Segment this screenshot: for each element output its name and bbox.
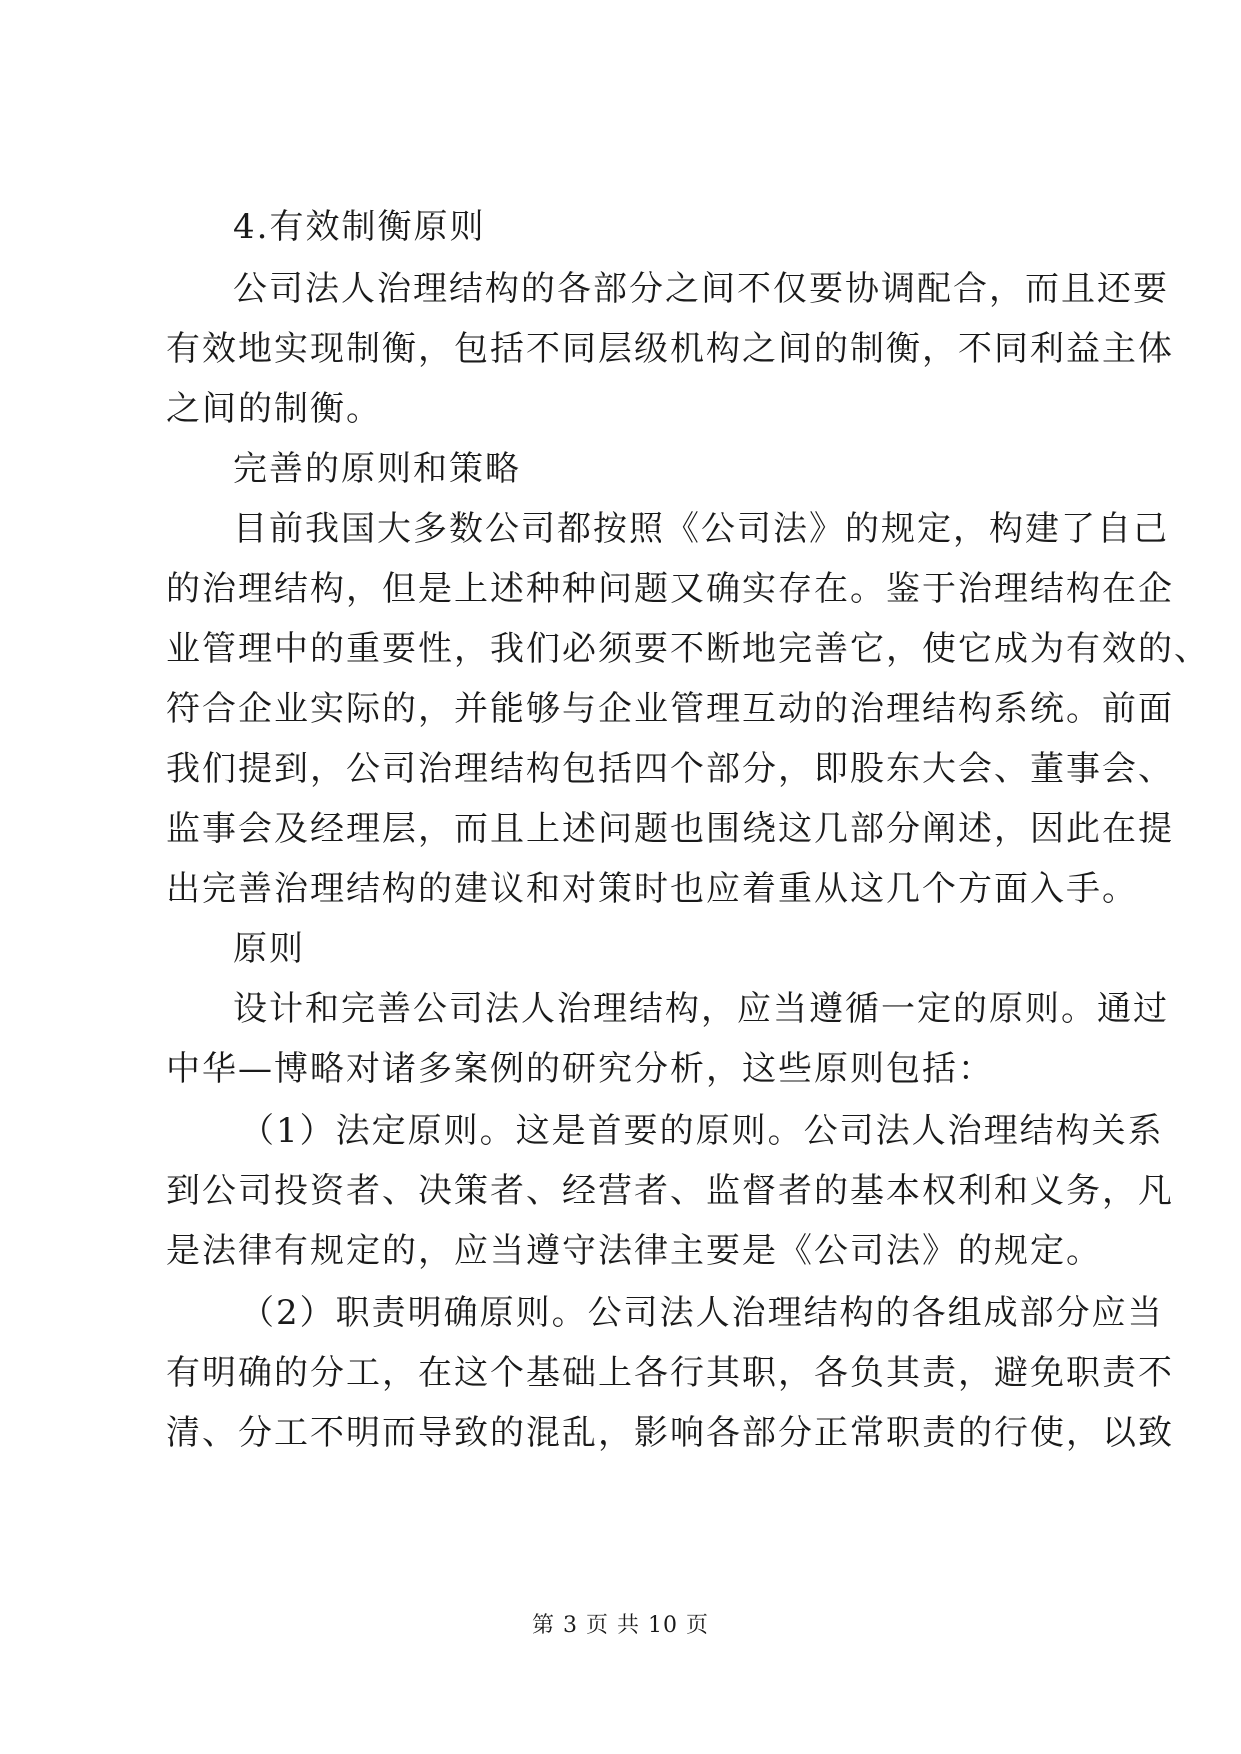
paragraph-line: 目前我国大多数公司都按照《公司法》的规定，构建了自己 [233,509,1169,549]
paragraph-line: 业管理中的重要性，我们必须要不断地完善它，使它成为有效的、 [166,629,1210,669]
paragraph-line: 设计和完善公司法人治理结构，应当遵循一定的原则。通过 [233,989,1169,1029]
list-item-line: （1）法定原则。这是首要的原则。公司法人治理结构关系 [240,1111,1164,1151]
paragraph-line: 之间的制衡。 [166,389,382,429]
list-item-line: 到公司投资者、决策者、经营者、监督者的基本权利和义务，凡 [166,1171,1174,1211]
paragraph-line: 监事会及经理层，而且上述问题也围绕这几部分阐述，因此在提 [166,809,1174,849]
list-item-line: 清、分工不明而导致的混乱，影响各部分正常职责的行使，以致 [166,1413,1174,1453]
paragraph-line: 有效地实现制衡，包括不同层级机构之间的制衡，不同利益主体 [166,329,1174,369]
paragraph-line: 我们提到，公司治理结构包括四个部分，即股东大会、董事会、 [166,749,1174,789]
section-heading: 完善的原则和策略 [233,449,521,489]
section-heading: 4.有效制衡原则 [233,207,486,247]
list-item-line: 有明确的分工，在这个基础上各行其职，各负其责，避免职责不 [166,1353,1174,1393]
paragraph-line: 公司法人治理结构的各部分之间不仅要协调配合，而且还要 [233,269,1169,309]
list-item-line: 是法律有规定的，应当遵守法律主要是《公司法》的规定。 [166,1231,1102,1271]
page-number-footer: 第 3 页 共 10 页 [532,1613,709,1638]
paragraph-line: 的治理结构，但是上述种种问题又确实存在。鉴于治理结构在企 [166,569,1174,609]
section-heading: 原则 [233,929,305,969]
list-item-line: （2）职责明确原则。公司法人治理结构的各组成部分应当 [240,1293,1164,1333]
paragraph-line: 出完善治理结构的建议和对策时也应着重从这几个方面入手。 [166,869,1138,909]
paragraph-line: 中华—博略对诸多案例的研究分析，这些原则包括： [166,1049,994,1089]
paragraph-line: 符合企业实际的，并能够与企业管理互动的治理结构系统。前面 [166,689,1174,729]
